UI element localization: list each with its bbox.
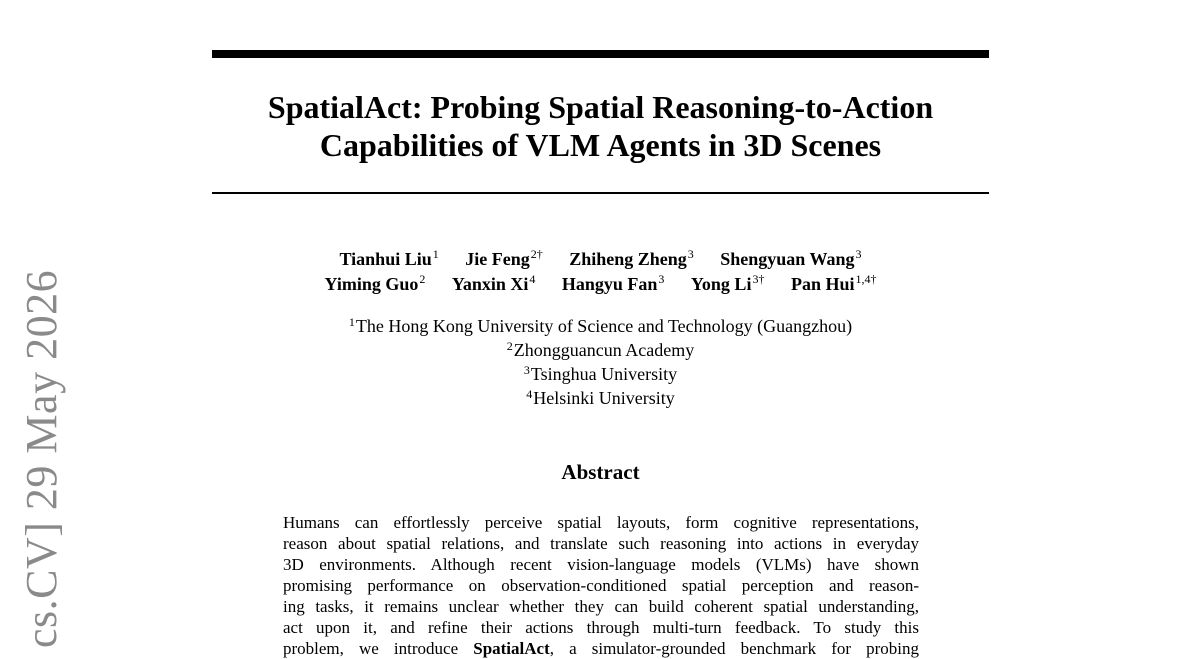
author: [569, 248, 694, 273]
author-list: [212, 248, 989, 298]
author-name: Jie Feng: [465, 249, 530, 269]
author-name: Yiming Guo: [324, 274, 419, 294]
benchmark-name: SpatialAct: [473, 639, 550, 658]
author-affiliation-mark: 2†: [530, 247, 543, 261]
abstract-line: Humans can effortlessly perceive spatial layouts, form cognitive representations,: [283, 513, 919, 532]
paper-title: [212, 88, 989, 164]
affiliation-text: The Hong Kong University of Science and Technology (Guangzhou): [355, 316, 853, 336]
abstract-body: [283, 512, 919, 659]
author: [562, 273, 665, 298]
abstract-line: problem, we introduce SpatialAct, a simulator-grounded benchmark for probing: [283, 639, 919, 658]
author-row: [212, 273, 989, 298]
abstract-line: reason about spatial relations, and translate such reasoning into actions in everyday: [283, 534, 919, 553]
author: [720, 248, 861, 273]
affiliation-mark: 1: [348, 315, 355, 329]
author-affiliation-mark: 3: [855, 247, 862, 261]
abstract-line: ing tasks, it remains unclear whether they can build coherent spatial understanding,: [283, 597, 919, 616]
top-rule: [212, 50, 989, 58]
affiliation-text: Zhongguancun Academy: [513, 340, 695, 360]
author-row: [212, 248, 989, 273]
author-name: Pan Hui: [790, 274, 855, 294]
affiliation-list: [212, 315, 989, 411]
author-name: Yanxin Xi: [451, 274, 529, 294]
affiliation: [212, 363, 989, 387]
author-name: Shengyuan Wang: [720, 249, 855, 269]
abstract-line: act upon it, and refine their actions through multi-turn feedback. To study this: [283, 618, 919, 637]
author-affiliation-mark: 3: [687, 247, 694, 261]
author: [791, 273, 877, 298]
abstract-line: promising performance on observation-conditioned spatial perception and reason-: [283, 576, 919, 595]
author-affiliation-mark: 1,4†: [855, 272, 877, 286]
affiliation: [212, 387, 989, 411]
author-affiliation-mark: 2: [419, 272, 426, 286]
arxiv-identifier-stamp: cs.CV] 29 May 2026: [17, 269, 66, 648]
author-name: Hangyu Fan: [561, 274, 658, 294]
author: [691, 273, 765, 298]
affiliation: [212, 339, 989, 363]
title-divider: [212, 192, 989, 194]
author: [452, 273, 536, 298]
affiliation-mark: 3: [523, 363, 530, 377]
affiliation-text: Helsinki University: [533, 388, 675, 408]
author-affiliation-mark: 4: [529, 272, 536, 286]
affiliation: [212, 315, 989, 339]
abstract-heading: Abstract: [561, 460, 640, 484]
author-affiliation-mark: 3†: [752, 272, 765, 286]
affiliation-text: Tsinghua University: [530, 364, 678, 384]
author: [465, 248, 543, 273]
abstract-line: 3D environments. Although recent vision-language models (VLMs) have shown: [283, 555, 919, 574]
author-name: Yong Li: [690, 274, 752, 294]
affiliation-mark: 2: [506, 339, 513, 353]
author-name: Tianhui Liu: [339, 249, 432, 269]
title-line: SpatialAct: Probing Spatial Reasoning-to-Action: [267, 89, 934, 125]
affiliation-mark: 4: [526, 387, 533, 401]
title-line: Capabilities of VLM Agents in 3D Scenes: [319, 127, 882, 163]
author-affiliation-mark: 3: [658, 272, 665, 286]
author-name: Zhiheng Zheng: [569, 249, 687, 269]
author: [339, 248, 438, 273]
author: [325, 273, 426, 298]
author-affiliation-mark: 1: [432, 247, 439, 261]
